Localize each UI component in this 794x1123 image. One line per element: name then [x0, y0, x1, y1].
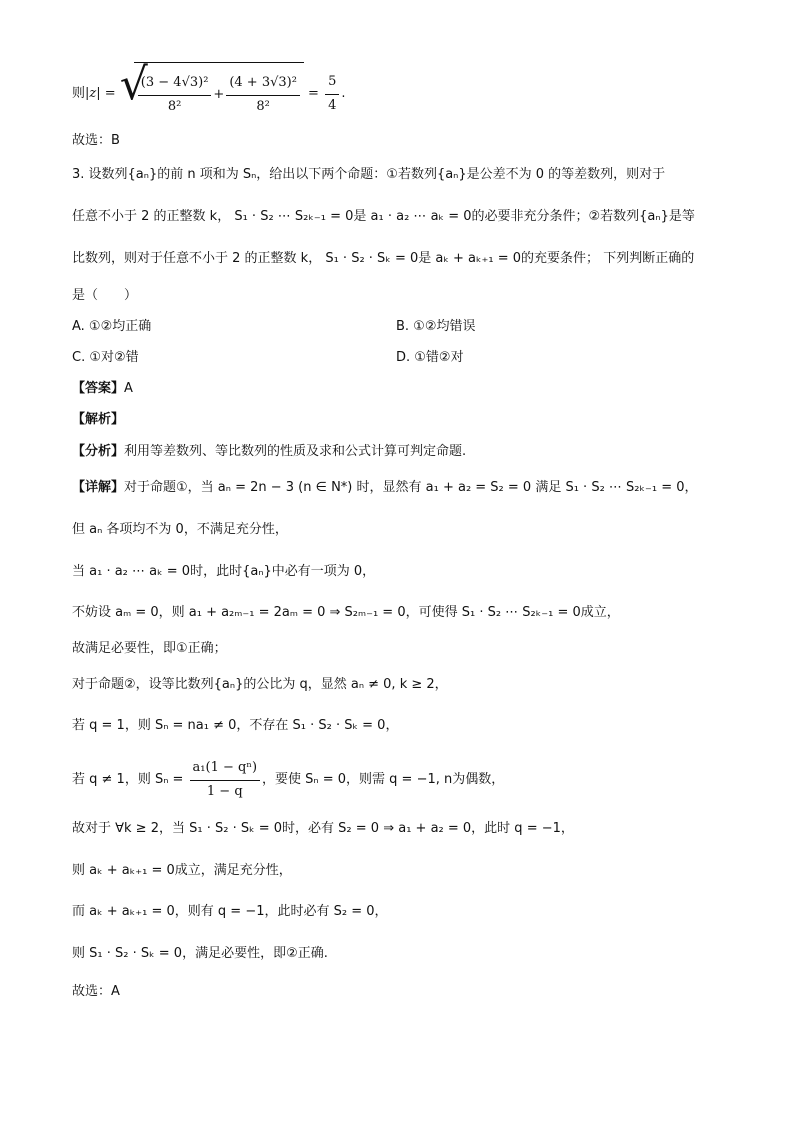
detail-line-7: 若 q = 1，则 Sₙ = na₁ ≠ 0，不存在 S₁ · S₂ · Sₖ = 0， [72, 718, 399, 733]
sum-fraction [190, 758, 260, 801]
analysis-text: 利用等差数列、等比数列的性质及求和公式计算可判定命题. [124, 444, 467, 459]
question-line-4: 是（ ） [72, 288, 138, 303]
formula-period: . [341, 86, 346, 101]
equals-sign: = [100, 86, 120, 101]
analysis-tag: 【分析】 [72, 444, 125, 459]
detail-line-5: 故满足必要性，即①正确； [72, 641, 227, 656]
fraction-1-denominator: 8² [167, 99, 182, 114]
modulus-formula [72, 59, 346, 125]
detail-line-11: 而 aₖ + aₖ₊₁ = 0，则有 q = −1，此时必有 S₂ = 0， [72, 904, 388, 919]
sum-fraction-denominator: 1 − q [206, 784, 243, 799]
detail-line-12: 则 S₁ · S₂ · Sₖ = 0，满足必要性，即②正确. [72, 946, 328, 961]
question-line-3: 比数列，则对于任意不小于 2 的正整数 k， S₁ · S₂ · Sₖ = 0是 aₖ + aₖ₊₁ = 0的充要条件； 下列判断正确的 [72, 251, 695, 266]
detail-choice: 故选：A [72, 984, 120, 999]
detail-tag: 【详解】 [72, 480, 125, 495]
square-root [119, 59, 304, 125]
option-b: B. ①②均错误 [396, 319, 476, 334]
radical-body [134, 62, 304, 125]
abs-z: |z| [85, 86, 101, 101]
detail-line-3: 当 a₁ · a₂ ⋯ aₖ = 0时，此时{aₙ}中必有一项为 0， [72, 564, 376, 579]
fraction-1 [138, 73, 212, 116]
answer-value: A [124, 381, 133, 396]
analysis-heading: 【解析】 [72, 412, 125, 427]
sum-fraction-numerator: a₁(1 − qⁿ) [190, 758, 260, 781]
option-a: A. ①②均正确 [72, 319, 152, 334]
detail-8-suffix: ，要使 Sₙ = 0，则需 q = −1, n为偶数， [262, 772, 505, 787]
question-line-1: 3. 设数列{aₙ}的前 n 项和为 Sₙ，给出以下两个命题：①若数列{aₙ}是公差不为 0 的等差数列，则对于 [72, 167, 666, 182]
answer-line [72, 380, 133, 398]
detail-text-1: 对于命题①，当 aₙ = 2n − 3 (n ∈ N*) 时，显然有 a₁ + a₂ = S₂ = 0 满足 S₁ · S₂ ⋯ S₂ₖ₋₁ = 0， [124, 480, 698, 495]
question-line-2: 任意不小于 2 的正整数 k， S₁ · S₂ ⋯ S₂ₖ₋₁ = 0是 a₁ · a₂ ⋯ aₖ = 0的必要非充分条件；②若数列{aₙ}是等 [72, 209, 695, 224]
radical-sign: √ [119, 59, 148, 110]
option-d: D. ①错②对 [396, 350, 464, 365]
choice-b-line: 故选：B [72, 133, 120, 148]
fraction-1-numerator: (3 − 4√3)² [138, 73, 212, 96]
plus-sign: + [213, 87, 225, 102]
fraction-2-numerator: (4 + 3√3)² [226, 73, 300, 96]
detail-line-6: 对于命题②，设等比数列{aₙ}的公比为 q，显然 aₙ ≠ 0, k ≥ 2， [72, 677, 448, 692]
detail-line-1 [72, 479, 698, 497]
result-denominator: 4 [328, 98, 337, 113]
detail-8-prefix: 若 q ≠ 1，则 Sₙ = [72, 772, 188, 787]
detail-line-8 [72, 758, 504, 802]
detail-line-2: 但 aₙ 各项均不为 0，不满足充分性， [72, 522, 288, 537]
result-fraction [325, 72, 339, 115]
answer-tag: 【答案】 [72, 381, 125, 396]
fraction-2-denominator: 8² [256, 99, 270, 114]
formula-prefix: 则 [72, 86, 86, 101]
equals-sign-2: = [303, 86, 324, 101]
result-numerator: 5 [325, 72, 339, 95]
detail-line-10: 则 aₖ + aₖ₊₁ = 0成立，满足充分性， [72, 863, 292, 878]
fraction-2 [226, 73, 300, 116]
analysis-line [72, 443, 466, 461]
detail-line-9: 故对于 ∀k ≥ 2，当 S₁ · S₂ · Sₖ = 0时，必有 S₂ = 0 ⇒ a₁ + a₂ = 0，此时 q = −1， [72, 821, 574, 836]
detail-line-4: 不妨设 aₘ = 0，则 a₁ + a₂ₘ₋₁ = 2aₘ = 0 ⇒ S₂ₘ₋₁ = 0，可使得 S₁ · S₂ ⋯ S₂ₖ₋₁ = 0成立， [72, 605, 620, 620]
option-c: C. ①对②错 [72, 350, 139, 365]
